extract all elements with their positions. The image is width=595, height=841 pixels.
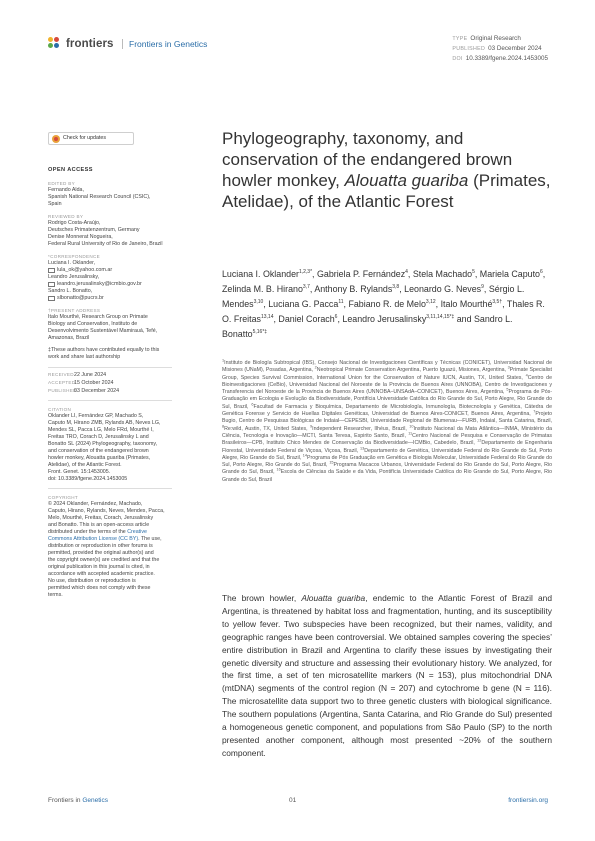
check-updates-button[interactable]: Check for updates xyxy=(48,132,134,145)
affiliation-number: 2 xyxy=(314,365,317,370)
affiliation-text: Departamento de Genética, Universidade Federal do Rio Grande do Sul, Porto Alegre, Rio Grande do Sul, Brazil, xyxy=(222,447,552,461)
reviewed-by-label: REVIEWED BY xyxy=(48,214,84,219)
author-affiliation-ref: 3,10 xyxy=(253,299,264,306)
affiliation-text: Departamento de Engenharia Florestal, Universidade Federal de Viçosa, Viçosa, Brazil, xyxy=(222,440,552,454)
author-name[interactable]: Daniel Corach xyxy=(278,314,335,324)
author-affiliation-ref: 3,12 xyxy=(425,299,436,306)
author-affiliation-ref: 3,5† xyxy=(492,299,503,306)
affiliation-number: 6 xyxy=(251,402,254,407)
author-name[interactable]: Thales R. O. Freitas xyxy=(222,299,545,324)
cc-by-license-link[interactable]: Creative Commons Attribution License (CC BY) xyxy=(48,529,147,542)
article-meta: TYPE Original Research PUBLISHED 03 December 2024 DOI 10.3389/fgene.2024.1453005 xyxy=(452,35,548,62)
affiliation-text: Neotropical Primate Conservation Argentina, Puerto Iguazú, Misiones, Argentina, xyxy=(316,367,508,374)
correspondence-label: *CORRESPONDENCE xyxy=(48,254,100,259)
footer-website-link[interactable]: frontiersin.org xyxy=(508,797,548,804)
crossmark-icon xyxy=(52,135,60,143)
sidebar: Check for updates OPEN ACCESS EDITED BY Fernando Alda, Spanish National Research Council (CSIC), Spain REVIEWED BY Rodrigo Costa-Araújo, Deutsches Primatenzentrum, Germany Denise Monnerat Nogueira, Federal Rural University of Rio de Janeiro, Brazil *CORRESPONDENCE Luciana I. Oklander, lula_ok@yahoo.com.ar Leandro Jerusalinsky, leandro.jerusalinsky@icmbio.gov.br Sandro L. Bonatto, slbonatto@pucrs.br †PRESENT ADDRESS Italo Mourthé, Research Group on Primate Biology and Conservation, Instituto de Desenvolvimento Sustentável Mamirauá, Tefé, Amazonas, Brazil ‡These authors have contributed equally to this work and share last authorship RECEIVED22 June 2024 ACCEPTED15 October 2024 PUBLISHED03 December 2024 CITATION Oklander LI, Fernández GP, Machado S, Caputo M, Hirano ZMB, Rylands AB, Neves LG, Mendes SL, Pacca LG, Melo FRd, Mourthé I, Freitas TRO, Corach D, Jerusalinsky L and Bonatto SL (2024) Phylogeography, taxonomy, and conservation of the endangered brown howler monkey, Alouatta guariba (Primates, Atelidae), of the Atlantic Forest. Front. Genet. 15:1453005. doi: 10.3389/fgene.2024.1453005 COPYRIGHT © 2024 Oklander, Fernández, Machado, Caputo, Hirano, Rylands, Neves, Mendes, Pacca, Melo, Mourthé, Freitas, Corach, Jerusalinsky and Bonatto. This is an open-access article distributed under the terms of the Creative Commons Attribution License (CC BY). The use, distribution or reproduction in other forums is permitted, provided the original author(s) and the copyright owner(s) are credited and that the original publication in this journal is cited, in accordance with accepted academic practice. No use, distribution or reproduction is permitted which does not comply with these terms. xyxy=(48,132,172,599)
affiliation-text: Programa Macacos Urbanos, Universidade Federal do Rio Grande do Sul, Porto Alegre, Rio Grande do Sul, Brazil, xyxy=(222,462,552,476)
author-affiliation-ref: 4 xyxy=(405,269,408,276)
author-name[interactable]: Zelinda M. B. Hirano xyxy=(222,284,303,294)
author-name[interactable]: Sérgio L. Mendes xyxy=(222,284,525,309)
affiliation-number: 16 xyxy=(276,467,281,472)
author-list: Luciana I. Oklander$^{1,2,3*}$, Gabriela P. Fernández$^4$, Stela Machado$^5$, Mariela Caputo$^6$, Zelinda M. B. Hirano$^{3,7}$, Anthony B. Rylands$^{3,8}$, Leonardo G. Neves$^9$, Sérgio L. Mendes$^{3,10}$, Luciana G. Pacca$^{11}$, Fabiano R. de Melo$^{3,12}$, Italo Mourthé$^{3,5\dagger}$, Thales R. O. Freitas$^{13,14}$, Daniel Corach$^6$, Leandro Jerusalinsky$^{3,11,14,15*\ddagger}$ and Sandro L. Bonatto$^{5,16*\ddagger}$ xyxy=(222,269,546,339)
author-name[interactable]: Mariela Caputo xyxy=(479,269,540,279)
author-affiliation-ref: 5 xyxy=(472,269,475,276)
copyright-label: COPYRIGHT xyxy=(48,495,79,500)
reviewed-by: Rodrigo Costa-Araújo, Deutsches Primatenzentrum, Germany Denise Monnerat Nogueira, Federal Rural University of Rio de Janeiro, Brazil xyxy=(48,220,163,247)
citation: Oklander LI, Fernández GP, Machado S, Caputo M, Hirano ZMB, Rylands AB, Neves LG, Mendes SL, Pacca LG, Melo FRd, Mourthé I, Freitas TRO, Corach D, Jerusalinsky L and Bonatto SL (2024) Phylogeography, taxonomy, and conservation of the endangered brown howler monkey, Alouatta guariba (Primates, Atelidae), of the Atlantic Forest. Front. Genet. 15:1453005. doi: 10.3389/fgene.2024.1453005 xyxy=(48,413,161,482)
email-link[interactable]: lula_ok@yahoo.com.ar xyxy=(57,267,113,273)
frontiers-logo-icon xyxy=(48,37,62,51)
affiliation-number: 1 xyxy=(222,358,225,363)
page-number: 01 xyxy=(289,797,297,804)
affiliation-text: Centro de Bioinvestigaciones (CeBio), Universidad Nacional del Noroeste de la Provincia de Buenos Aires (UNNOBA), Centro de Investigaciones y Transferencia del Noroeste de la Provincia de Buenos Aires (UNNOBA–UNSAdA–CONICET), Buenos Aires, Argentina, xyxy=(222,374,552,396)
affiliation-number: 4 xyxy=(525,372,528,377)
affiliation-number: 9 xyxy=(310,423,313,428)
present-address-label: †PRESENT ADDRESS xyxy=(48,308,101,313)
author-affiliation-ref: 9 xyxy=(481,284,484,291)
affiliation-number: 12 xyxy=(477,438,482,443)
abstract: The brown howler, Alouatta guariba, endemic to the Atlantic Forest of Brazil and Argentina, is threatened by habitat loss and fragmentation, hunting, and its susceptibility to yellow fever. Two subspecies have been recognized, but their names, validity, and geographic ranges have been controversial. We obtained samples covering the species’ entire distribution in Brazil and Argentina to clarify these issues by investigating their genetic diversity and structure and assessing their evolutionary history. We analyzed, for the first time, a set of ten microsatellite markers (N = 153), plus mitochondrial DNA (mtDNA) segments of the control region (N = 207) and cytochrome b gene (N = 116). The microsatellite data support two to three genetic clusters with biological significance. The southern populations (Argentina, Santa Catarina, and Rio Grande do Sul) presented a homogeneous genetic component, and populations from São Paulo (SP) to the north presented another component, although most presented ~20% of the southern component. xyxy=(222,593,553,758)
affiliation-number: 10 xyxy=(409,423,414,428)
author-name[interactable]: Leonardo G. Neves xyxy=(404,284,482,294)
author-name[interactable]: Gabriela P. Fernández xyxy=(316,269,406,279)
email-link[interactable]: slbonatto@pucrs.br xyxy=(57,295,104,301)
affiliation-number: 15 xyxy=(329,460,334,465)
author-affiliation-ref: 6 xyxy=(334,314,338,321)
author-name[interactable]: Fabiano R. de Melo xyxy=(348,299,426,309)
affiliation-text: Facultad de Farmacia y Bioquímica, Departamento de Microbiología, Inmunología, Biotecnología y Genética, Cátedra de Genética Forense y Servicio de Huellas Digitales Genéticas, Universidad de Buenos Aires-CONICET, Buenos Aires, Argentina, xyxy=(222,403,552,418)
affiliation-text: Projeto Bugio, Centro de Pesquisas Biológicas de Indaial—CEPESBI, Universidade Regional de Blumenau—FURB, Indaial, Santa Catarina, Brazil, xyxy=(222,411,552,425)
logo-wordmark: frontiers xyxy=(66,38,114,50)
affiliation-number: 5 xyxy=(506,387,509,392)
author-name[interactable]: Sandro L. Bonatto xyxy=(222,314,513,339)
article-title: Phylogeography, taxonomy, and conservation of the endangered brown howler monkey, Alouatta guariba (Primates, Atelidae), of the Atlantic Forest xyxy=(222,129,551,211)
published-date-sidebar: 03 December 2024 xyxy=(74,388,120,394)
footer-journal[interactable]: Frontiers in Genetics xyxy=(48,797,108,804)
mail-icon xyxy=(48,282,55,288)
author-name[interactable]: Stela Machado xyxy=(412,269,473,279)
present-address: Italo Mourthé, Research Group on Primate Biology and Conservation, Instituto de Desenvolvimento Sustentável Mamirauá, Tefé, Amazonas, Brazil xyxy=(48,314,158,341)
affiliation-text: Centro Nacional de Pesquisa e Conservação de Primatas Brasileiros—CPB, Instituto Chico Mendes de Conservação da Biodiversidade—ICMBio, Cabedelo, Brazil, xyxy=(222,432,552,447)
article-type: Original Research xyxy=(470,35,521,42)
affiliation-number: 7 xyxy=(533,409,536,414)
edited-by-label: EDITED BY xyxy=(48,181,75,186)
affiliation-number: 13 xyxy=(360,445,365,450)
affiliation-number: 11 xyxy=(408,431,413,436)
author-name[interactable]: Leandro Jerusalinsky xyxy=(342,314,427,324)
accepted-date: 15 October 2024 xyxy=(74,380,114,386)
author-affiliation-ref: 3,7 xyxy=(302,284,310,291)
affiliation-number: 3 xyxy=(507,365,510,370)
affiliation-number: 8 xyxy=(222,423,225,428)
author-affiliation-ref: 6 xyxy=(539,269,543,276)
equal-contribution-note: ‡These authors have contributed equally to this work and share last authorship xyxy=(48,347,160,360)
author-name[interactable]: Luciana I. Oklander xyxy=(222,269,299,279)
page-header xyxy=(48,34,548,70)
author-affiliation-ref: 3,11,14,15*‡ xyxy=(426,314,455,321)
affiliation-text: Programa de Pós Graduação em Genética e Biologia Molecular, Universidade Federal do Rio Grande do Sul, Porto Alegre, Rio Grande do Sul, Brazil, xyxy=(222,454,552,469)
received-date: 22 June 2024 xyxy=(74,372,107,378)
copyright: © 2024 Oklander, Fernández, Machado, Caputo, Hirano, Rylands, Neves, Mendes, Pacca, Melo, Mourthé, Freitas, Corach, Jerusalinsky and Bonatto. This is an open-access article distributed under the terms of the Creative Commons Attribution License (CC BY). The use, distribution or reproduction in other forums is permitted, provided the original author(s) and the copyright owner(s) are credited and that the original publication in this journal is cited, in accordance with accepted academic practice. No use, distribution or reproduction is permitted which does not comply with these terms. xyxy=(48,501,165,598)
mail-icon xyxy=(48,268,55,274)
journal-name[interactable]: Frontiers in Genetics xyxy=(122,39,207,49)
author-name[interactable]: Anthony B. Rylands xyxy=(314,284,393,294)
citation-label: CITATION xyxy=(48,407,72,412)
author-name[interactable]: Luciana G. Pacca xyxy=(268,299,339,309)
author-name[interactable]: Italo Mourthé xyxy=(440,299,493,309)
open-access-label: OPEN ACCESS xyxy=(48,167,93,173)
affiliation-text: Escola de Ciências da Saúde e da Vida, Pontifícia Universidade Católica do Rio Grande do Sul, Porto Alegre, Rio Grande do Sul, Brazil xyxy=(222,469,552,483)
affiliation-text: Instituto de Biología Subtropical (IBS), Consejo Nacional de Investigaciones Científicas y Técnicas (CONICET), Universidad Nacional de Misiones (UNaM), Posadas, Argentina, xyxy=(222,360,552,374)
author-affiliation-ref: 5,16*‡ xyxy=(252,329,268,336)
author-affiliation-ref: 13,14 xyxy=(260,314,274,321)
affiliation-text: Instituto Nacional da Mata Atlântica—INMA, Ministério da Ciência, Tecnologia e Inovação—MCTI, Santa Teresa, Espirito Santo, Brazil, xyxy=(222,425,553,439)
author-affiliation-ref: 11 xyxy=(338,299,344,306)
mail-icon xyxy=(48,296,55,302)
affiliation-number: 14 xyxy=(302,453,308,458)
species-name: Alouatta guariba xyxy=(301,593,366,603)
author-affiliation-ref: 1,2,3* xyxy=(298,269,313,276)
affiliation-text: Programa de Pós-Graduação em Ecologia e Evolução da Biodiversidade, Pontifícia Universidade Católica do Rio Grande do Sul, Porto Alegre, Rio Grande do Sul, Brazil, xyxy=(222,389,552,410)
affiliations xyxy=(222,360,552,484)
published-date: 03 December 2024 xyxy=(488,45,542,52)
article-dates: RECEIVED22 June 2024 ACCEPTED15 October 2024 PUBLISHED03 December 2024 xyxy=(48,367,172,395)
edited-by: Fernando Alda, Spanish National Research Council (CSIC), Spain xyxy=(48,187,151,207)
doi-link[interactable]: 10.3389/fgene.2024.1453005 xyxy=(465,55,548,62)
author-affiliation-ref: 3,8 xyxy=(392,284,400,291)
affiliation-text: Independent Researcher, Ilhéus, Brazil, xyxy=(312,425,410,432)
frontiers-logo[interactable] xyxy=(48,37,114,51)
affiliation-text: Primate Specialist Group, Species Survival Commission, International Union for the Conservation of Nature IUCN, Austin, TX, United States, xyxy=(222,367,552,381)
species-name: Alouatta guariba xyxy=(344,171,469,190)
email-link[interactable]: leandro.jerusalinsky@icmbio.gov.br xyxy=(57,281,142,287)
affiliation-text: Re:wild, Austin, TX, United States, xyxy=(224,425,311,432)
